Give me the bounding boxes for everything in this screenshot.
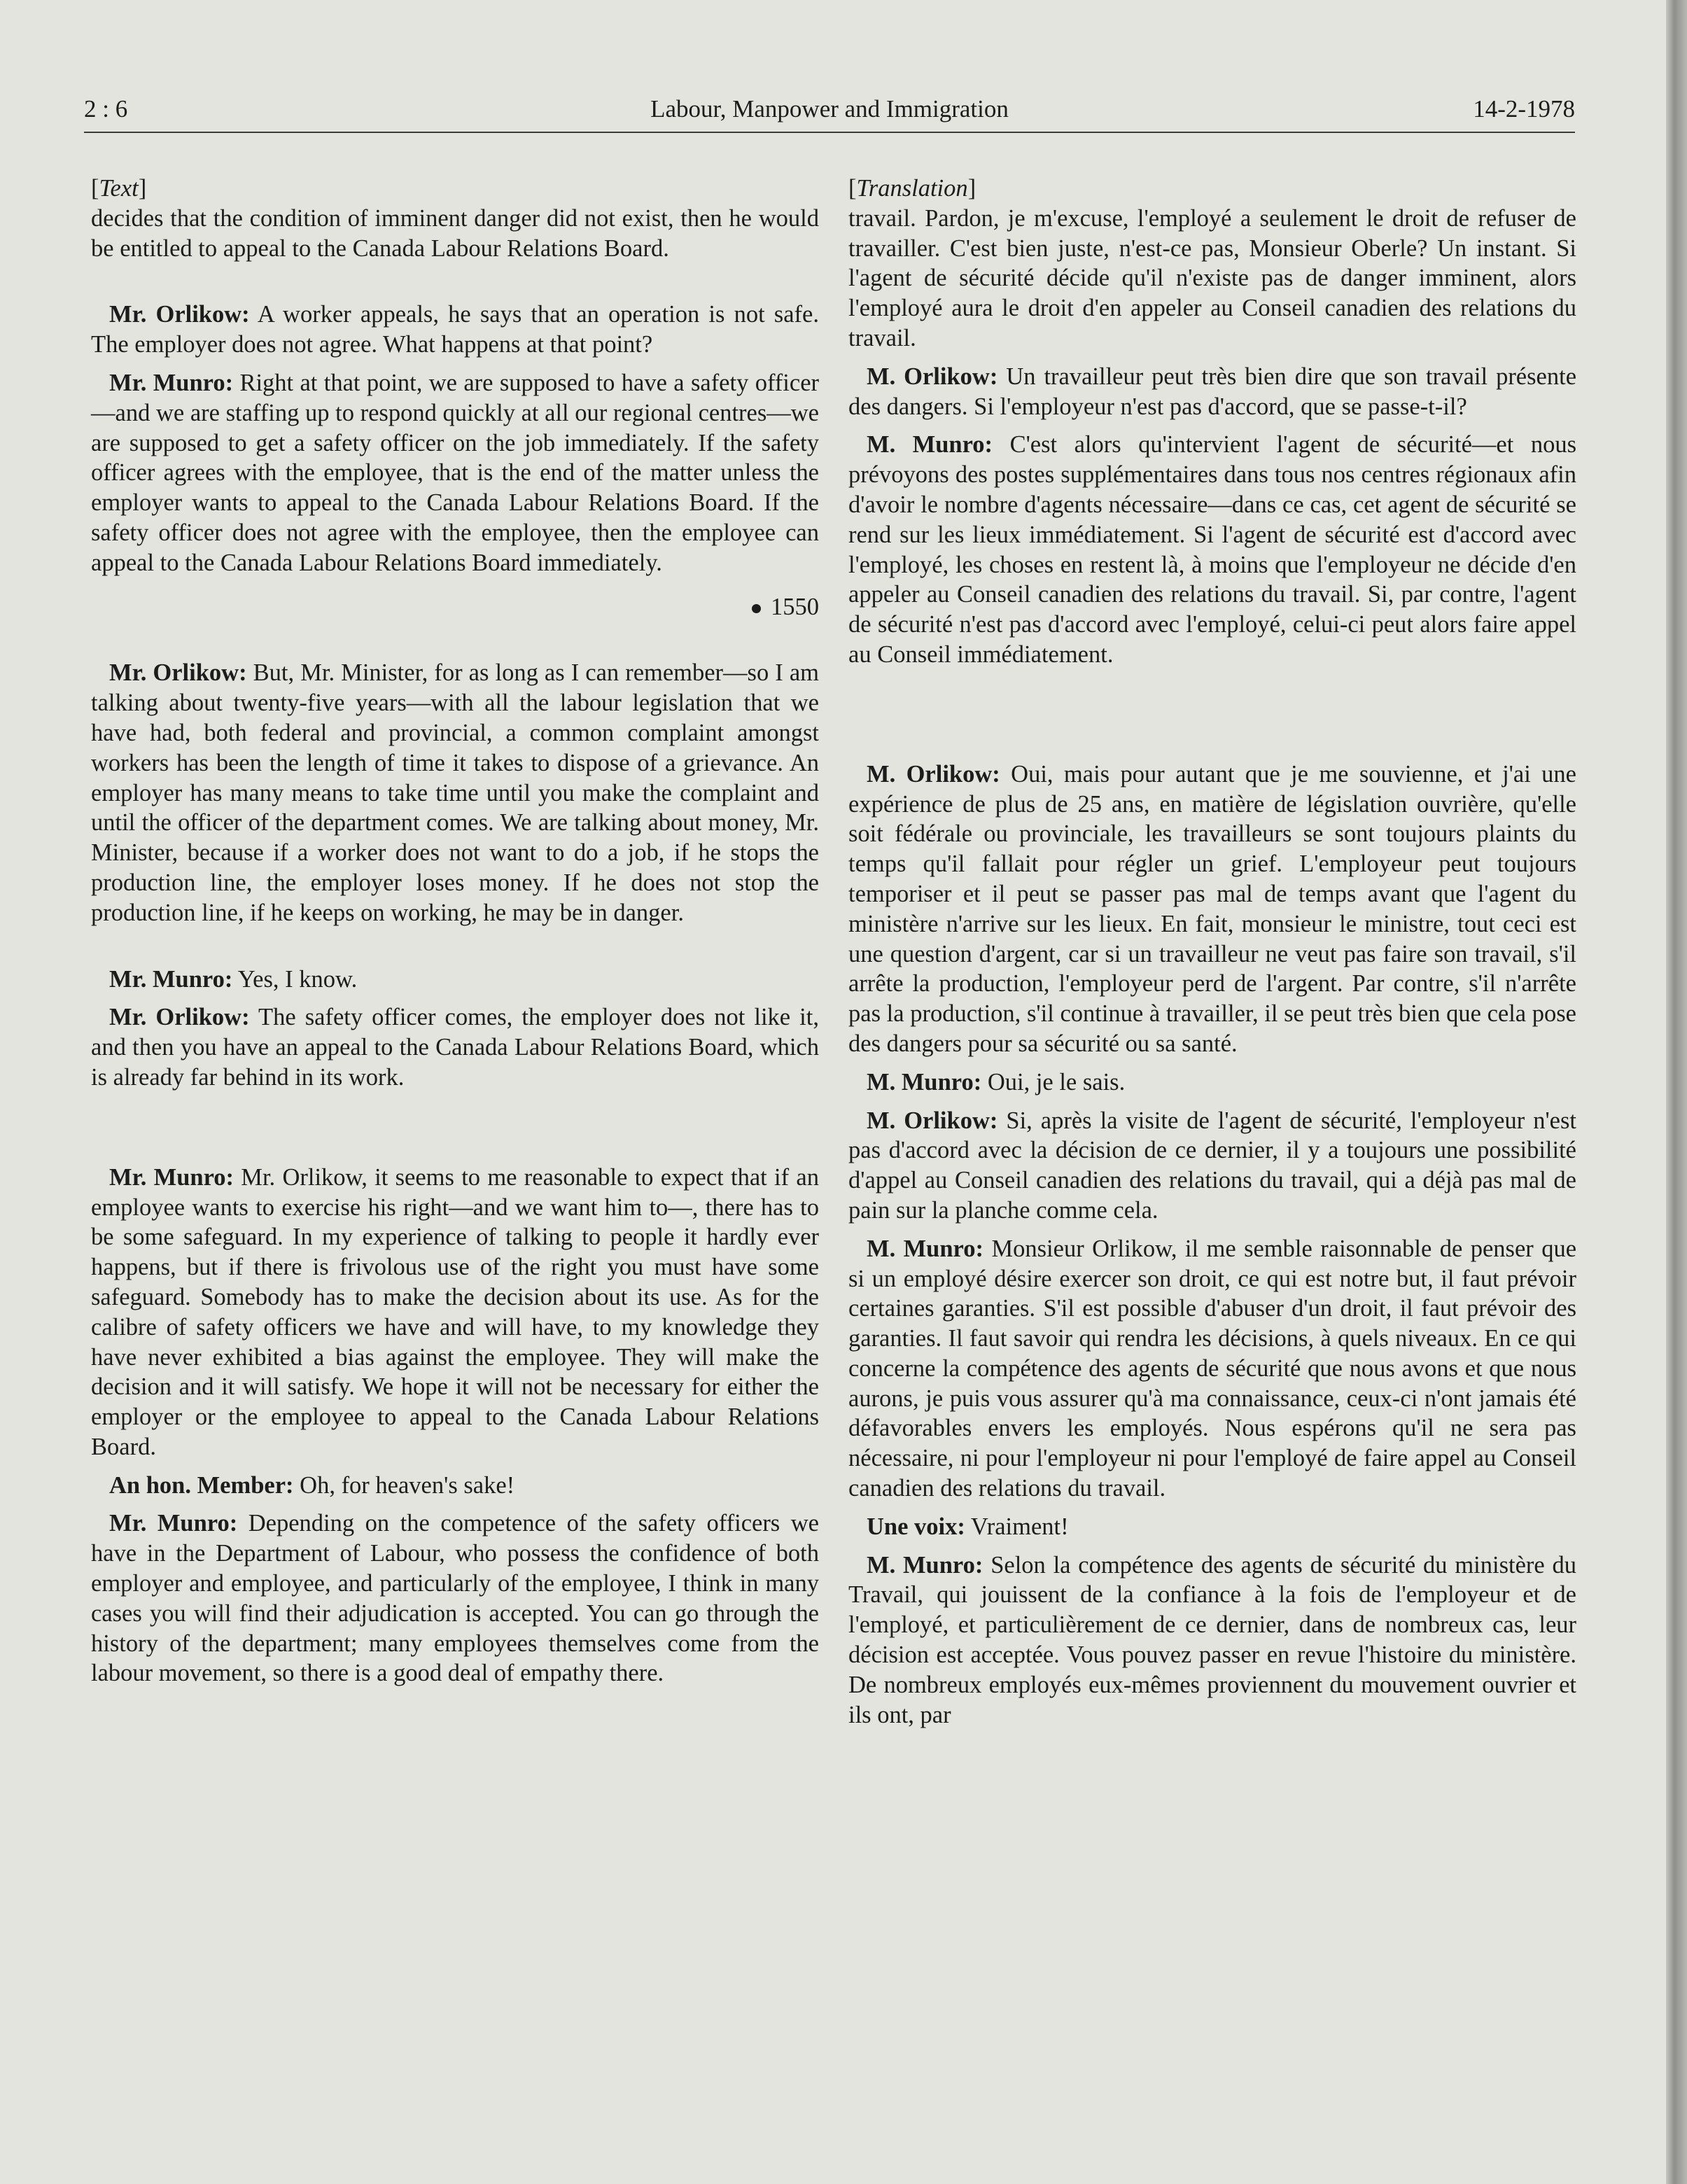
time-marker: 1550 (91, 592, 819, 622)
spacer (848, 678, 1576, 760)
paragraph: Une voix: Vraiment! (867, 1513, 1069, 1540)
speaker: M. Munro: (867, 1235, 983, 1262)
paragraph: M. Munro: Oui, je le sais. (867, 1068, 1126, 1096)
paragraph: travail. Pardon, je m'excuse, l'employé a seulement le droit de refuser de travailler. C'est bien juste, n'est-ce pas, Monsieur Oberle? Un instant. Si l'agent de sécurité décide qu'il n'existe pas de danger imminent, alors l'employé aura le droit d'en appeler au Conseil canadien des relations du travail. (848, 204, 1576, 351)
page-binding-edge (1666, 0, 1687, 2184)
paragraph: Mr. Munro: Yes, I know. (109, 965, 358, 993)
paragraph: Mr. Munro: Right at that point, we are supposed to have a safety officer—and we are staffing up to respond quickly at all our regional centres—we are supposed to get a safety officer on the job immediately. If the safety officer agrees with the employee, that is the end of the matter unless the employer wants to appeal to the Canada Labour Relations Board. If the safety officer does not agree with the employee, then the employee can appeal to the Canada Labour Relations Board immediately. (91, 369, 819, 576)
speaker: An hon. Member: (109, 1471, 294, 1499)
speaker: M. Orlikow: (867, 760, 1000, 788)
english-column (91, 174, 819, 1697)
paragraph: M. Munro: Monsieur Orlikow, il me semble raisonnable de penser que si un employé désire exercer son droit, ce qui est notre but, il faut prévoir certaines garanties. S'il est possible d'abuser d'un droit, il faut prévoir des garanties. Il faut savoir qui rendra les décisions, à quels niveaux. En ce qui concerne la compétence des agents de sécurité que nous avons et que nous aurons, je puis vous assurer qu'à ma connaissance, ceux-ci n'ont jamais été défavorables envers les employés. Nous espérons qu'il ne sera pas nécessaire, ni pour l'employeur ni pour l'employé de faire appel au Conseil canadien des relations du travail. (848, 1235, 1577, 1502)
running-title: Labour, Manpower and Immigration (650, 95, 1009, 122)
speaker: Mr. Orlikow: (109, 1004, 250, 1031)
paragraph: Mr. Munro: Depending on the competence of the safety officers we have in the Department of Labour, who possess the confidence of both employer and employee, and particularly of the employee, I think in many cases you will find their adjudication is accepted. You can go through the history of the department; many employees themselves come from the labour movement, so there is a good deal of empathy there. (91, 1510, 819, 1687)
paragraph: Mr. Orlikow: The safety officer comes, the employer does not like it, and then you have an appeal to the Canada Labour Relations Board, which is already far behind in its work. (91, 1004, 819, 1091)
speaker: M. Orlikow: (867, 363, 998, 390)
paragraph: M. Orlikow: Oui, mais pour autant que je me souvienne, et j'ai une expérience de plus de 25 ans, en matière de législation ouvrière, qu'elle soit fédérale ou provinciale, les travailleurs se sont toujours plaints du temps qu'il fallait pour régler un grief. L'employeur peut toujours temporiser et il peut se passer pas mal de temps avant que l'agent du ministère n'arrive sur les lieux. En fait, monsieur le ministre, tout ceci est une question d'argent, car si un travailleur ne veut pas faire son travail, s'il arrête la production, l'employeur perd de l'argent. Par contre, s'il n'arrête pas la production, s'il continue à travailler, il se peut très bien que cela pose des dangers pour sa sécurité ou sa santé. (848, 760, 1576, 1057)
page-number: 2 : 6 (84, 95, 128, 122)
column-label: [Text] (91, 175, 147, 202)
issue-date: 14-2-1978 (1473, 95, 1575, 122)
speaker: Une voix: (867, 1513, 965, 1540)
paragraph: An hon. Member: Oh, for heaven's sake! (109, 1471, 515, 1499)
speaker: M. Orlikow: (867, 1107, 998, 1134)
speaker: Mr. Munro: (109, 1510, 238, 1537)
paragraph: M. Orlikow: Si, après la visite de l'agent de sécurité, l'employeur n'est pas d'accord avec la décision de ce dernier, il y a toujours une possibilité d'appel au Conseil canadien des relations du travail, qui a déjà pas mal de pain sur la planche comme cela. (848, 1107, 1576, 1224)
paragraph: M. Munro: Selon la compétence des agents de sécurité du ministère du Travail, qui jouissent de la confiance à la fois de l'employeur et de l'employé, et particulièrement de ce dernier, dans de nombreux cas, leur décision est acceptée. Vous pouvez passer en revue l'histoire du ministère. De nombreux employés eux-mêmes proviennent du mouvement ouvrier et ils ont, par (848, 1551, 1577, 1728)
speaker: Mr. Munro: (109, 369, 234, 396)
paragraph: Mr. Orlikow: But, Mr. Minister, for as long as I can remember—so I am talking about twenty-five years—with all the labour legislation that we have had, both federal and provincial, a common complaint amongst workers has been the length of time it takes to dispose of a grievance. An employer has many means to take time until you make the complaint and until the officer of the department comes. We are talking about money, Mr. Minister, because if a worker does not want to do a job, if he stops the production line, the employer loses money. If he does not stop the production line, if he keeps on working, he may be in danger. (91, 659, 820, 926)
speaker: M. Munro: (867, 1551, 983, 1578)
speaker: M. Munro: (867, 431, 993, 458)
paragraph: decides that the condition of imminent danger did not exist, then he would be entitled to appeal to the Canada Labour Relations Board. (91, 204, 819, 262)
speaker: Mr. Orlikow: (109, 659, 247, 687)
column-label: [Translation] (848, 175, 976, 202)
paragraph: Mr. Munro: Mr. Orlikow, it seems to me reasonable to expect that if an employee wants to exercise his right—and we want him to—, there has to be some safeguard. In my experience of talking to people it hardly ever happens, but if there is frivolous use of the right you must have some safeguard. Somebody has to make the decision about its use. As for the calibre of safety officers we have and will have, to my knowledge they have never exhibited a bias against the employee. They will make the decision and it will satisfy. We hope it will not be necessary for either the employer or the employee to appeal to the Canada Labour Relations Board. (91, 1163, 819, 1460)
paragraph: M. Munro: C'est alors qu'intervient l'agent de sécurité—et nous prévoyons des postes supplémentaires dans tous nos centres régionaux afin d'avoir le nombre d'agents nécessaire—dans ce cas, cet agent de sécurité se rend sur les lieux immédiatement. Si l'agent de sécurité est d'accord avec l'employé, les choses en restent là, à moins que l'employeur ne décide d'en appeler au Conseil canadien des relations du travail. Si, par contre, l'agent de sécurité n'est pas d'accord avec l'employé, celui-ci peut alors faire appel au Conseil immédiatement. (848, 431, 1576, 668)
paragraph: M. Orlikow: Un travailleur peut très bien dire que son travail présente des dangers. Si l'employeur n'est pas d'accord, que se passe-t-il? (848, 363, 1577, 420)
speaker: Mr. Munro: (109, 965, 233, 993)
french-column (848, 174, 1576, 1738)
speaker: Mr. Orlikow: (109, 301, 250, 328)
bullet-icon (752, 604, 761, 613)
speaker: M. Munro: (867, 1068, 982, 1096)
header-rule (84, 132, 1575, 133)
paragraph: Mr. Orlikow: A worker appeals, he says that an operation is not safe. The employer does not agree. What happens at that point? (91, 301, 819, 358)
speaker: Mr. Munro: (109, 1163, 234, 1191)
page-header (84, 95, 1575, 130)
